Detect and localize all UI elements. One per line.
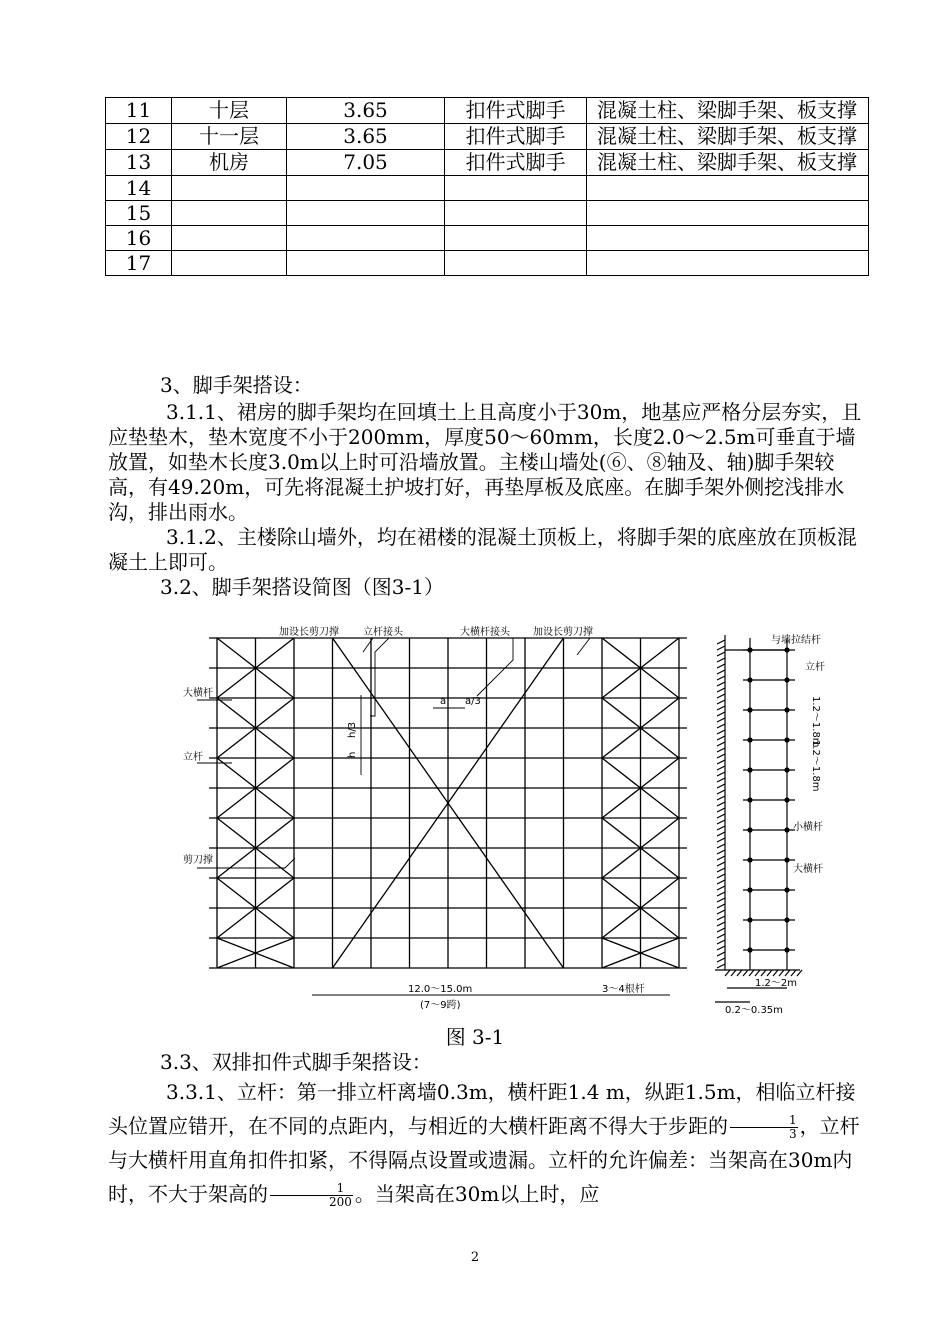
wall-hatch [717, 640, 725, 644]
wall-hatch [717, 862, 725, 866]
ground-hatch [785, 970, 790, 976]
table-cell-type [445, 251, 587, 276]
wall-hatch [717, 826, 725, 830]
coupler-dot [748, 858, 752, 862]
wall-hatch [717, 664, 725, 668]
floor-table [105, 97, 869, 276]
coupler-dot [785, 828, 789, 832]
wall-hatch [717, 952, 725, 956]
wall-hatch [717, 766, 725, 770]
dim-span: 12.0～15.0m [408, 984, 473, 995]
coupler-dot [748, 918, 752, 922]
wall-hatch [717, 946, 725, 950]
section-3-2: 3.2、脚手架搭设简图（图3-1） [160, 575, 445, 599]
label-ligan: 立杆 [183, 752, 203, 763]
coupler-dot [785, 678, 789, 682]
table-cell-height: 3.65 [287, 124, 445, 150]
wall-hatch [717, 850, 725, 854]
wall-hatch [717, 868, 725, 872]
fraction-one-two-hundredth [270, 1182, 353, 1209]
ground-hatch [731, 970, 736, 976]
ground-hatch [755, 970, 760, 976]
wall-hatch [717, 886, 725, 890]
wall-hatch [717, 712, 725, 716]
coupler-dot [748, 828, 752, 832]
wall-hatch [717, 670, 725, 674]
label-jiashe-2: 加设长剪刀撑 [533, 627, 593, 638]
wall-hatch [717, 934, 725, 938]
table-cell-height [287, 201, 445, 226]
table-cell-no: 14 [106, 176, 172, 201]
wall-hatch [717, 808, 725, 812]
table-cell-no: 11 [106, 98, 172, 124]
wall-hatch [717, 736, 725, 740]
section-3-1-1: 3.1.1、裙房的脚手架均在回填土上且高度小于30m，地基应严格分层夯实，且应垫垫木，垫木宽度不小于200mm，厚度50～60mm，长度2.0～2.5m可垂直于墙放置，如垫木长度3.0m以上时可沿墙放置。主楼山墙处(⑥、⑧轴及、轴)脚手架较高，有49.20m，可先将混凝土护坡打好，再垫厚板及底座。在脚手架外侧挖浅排水沟，排出雨水。 [108, 400, 862, 524]
table-cell-height [287, 176, 445, 201]
wall-hatch [717, 772, 725, 776]
table-cell-no: 13 [106, 150, 172, 176]
scaffold-section-diagram [705, 630, 825, 1020]
wall-hatch [717, 742, 725, 746]
table-cell-floor [172, 176, 287, 201]
figure-caption: 图 3-1 [445, 1025, 505, 1049]
table-cell-type: 扣件式脚手 [445, 150, 587, 176]
table-cell-use [587, 251, 869, 276]
wall-hatch [717, 790, 725, 794]
table-row [106, 201, 869, 226]
wall-hatch [717, 682, 725, 686]
wall-hatch [717, 754, 725, 758]
ground-hatch [737, 970, 742, 976]
label-jiandaocheng: 剪刀撑 [183, 855, 213, 866]
table-cell-floor: 十一层 [172, 124, 287, 150]
table-cell-type: 扣件式脚手 [445, 98, 587, 124]
table-cell-use: 混凝土柱、梁脚手架、板支撑 [587, 150, 869, 176]
table-cell-floor: 十层 [172, 98, 287, 124]
wall-hatch [717, 916, 725, 920]
coupler-dot [748, 798, 752, 802]
label-h3: h/3 [347, 721, 358, 738]
sec331-part-c: 。当架高在30m以上时，应 [354, 1182, 600, 1206]
coupler-dot [785, 708, 789, 712]
side-step-2: 1.2～1.8m [810, 740, 821, 792]
side-dim-2: 0.2～0.35m [725, 1005, 783, 1016]
wall-hatch [717, 730, 725, 734]
label-h: h [347, 751, 358, 758]
section-3-1-2: 3.1.2、主楼除山墙外，均在裙楼的混凝土顶板上，将脚手架的底座放在顶板混凝土上即可。 [108, 525, 857, 574]
wall-hatch [717, 658, 725, 662]
side-ligan-label: 立杆 [805, 662, 825, 673]
table-cell-no: 17 [106, 251, 172, 276]
wall-hatch [717, 748, 725, 752]
table-cell-no: 12 [106, 124, 172, 150]
ground-hatch [779, 970, 784, 976]
ground-hatch [749, 970, 754, 976]
wall-hatch [717, 964, 725, 968]
coupler-dot [748, 708, 752, 712]
table-cell-use: 混凝土柱、梁脚手架、板支撑 [587, 98, 869, 124]
ground-hatch [797, 970, 802, 976]
wall-hatch [717, 892, 725, 896]
table-cell-height [287, 251, 445, 276]
frac2-num: 1 [270, 1182, 353, 1196]
section-3-3: 3.3、双排扣件式脚手架搭设： [160, 1050, 432, 1074]
label-a3: a/3 [465, 696, 481, 707]
scaffold-elevation-diagram [183, 627, 695, 1020]
section-3-3-1 [108, 1075, 868, 1211]
label-dahenggan: 大横杆 [183, 688, 213, 699]
table-cell-height [287, 226, 445, 251]
coupler-dot [785, 738, 789, 742]
ground-hatch [773, 970, 778, 976]
wall-hatch [717, 880, 725, 884]
table-cell-floor [172, 226, 287, 251]
label-dahenggan-jietou: 大横杆接头 [460, 627, 510, 638]
wall-hatch [717, 898, 725, 902]
table-cell-height: 3.65 [287, 98, 445, 124]
table-row [106, 124, 869, 150]
wall-hatch [717, 796, 725, 800]
wall-hatch [717, 844, 725, 848]
table-cell-use [587, 201, 869, 226]
label-jiashe-1: 加设长剪刀撑 [279, 627, 339, 638]
table-row [106, 150, 869, 176]
dim-span-sub: (7～9跨) [420, 1000, 461, 1011]
section-3-title: 3、脚手架搭设： [160, 373, 313, 397]
table-row [106, 251, 869, 276]
coupler-dot [748, 738, 752, 742]
table-cell-use [587, 176, 869, 201]
wall-hatch [717, 718, 725, 722]
label-a: a [440, 696, 447, 707]
wall-hatch [717, 832, 725, 836]
wall-hatch [717, 700, 725, 704]
wall-hatch [717, 802, 725, 806]
wall-hatch [717, 904, 725, 908]
coupler-dot [748, 678, 752, 682]
table-cell-type: 扣件式脚手 [445, 124, 587, 150]
ground-hatch [767, 970, 772, 976]
wall-hatch [717, 778, 725, 782]
table-row [106, 98, 869, 124]
ground-hatch [791, 970, 796, 976]
table-cell-height: 7.05 [287, 150, 445, 176]
table-cell-type [445, 226, 587, 251]
coupler-dot [748, 948, 752, 952]
wall-hatch [717, 652, 725, 656]
side-dim-1: 1.2～2m [755, 978, 798, 989]
coupler-dot [785, 948, 789, 952]
wall-hatch [717, 922, 725, 926]
side-dahenggan-label: 大横杆 [793, 864, 823, 875]
wall-hatch [717, 958, 725, 962]
wall-hatch [717, 706, 725, 710]
sec331-part-b: ，立杆与大横杆用直角扣件扣紧，不得隔点设置或遗漏。立杆的允许偏差：当架高在30m内时，不大于架高的 [108, 1114, 860, 1206]
wall-hatch [717, 874, 725, 878]
wall-hatch [717, 760, 725, 764]
table-cell-floor [172, 201, 287, 226]
wall-hatch [717, 688, 725, 692]
frac1-den: 3 [789, 1127, 797, 1141]
wall-hatch [717, 694, 725, 698]
coupler-dot [748, 888, 752, 892]
wall-hatch [717, 928, 725, 932]
label-ligan-jietou: 立杆接头 [363, 627, 403, 638]
ground-hatch [743, 970, 748, 976]
sec331-part-a: 3.3.1、立杆：第一排立杆离墙0.3m，横杆距1.4 m，纵距1.5m，相临立杆接头位置应错开，在不同的点距内，与相近的大横杆距离不得大于步距的 [108, 1080, 856, 1138]
page-number: 2 [470, 1250, 480, 1265]
coupler-dot [785, 768, 789, 772]
table-row [106, 226, 869, 251]
frac1-num: 1 [730, 1114, 798, 1128]
table-cell-no: 16 [106, 226, 172, 251]
table-cell-type [445, 201, 587, 226]
coupler-dot [785, 888, 789, 892]
wall-hatch [717, 910, 725, 914]
wall-hatch [717, 820, 725, 824]
wall-hatch [717, 784, 725, 788]
table-cell-use: 混凝土柱、梁脚手架、板支撑 [587, 124, 869, 150]
coupler-dot [785, 798, 789, 802]
fraction-one-third [730, 1114, 798, 1141]
table-cell-type [445, 176, 587, 201]
wall-hatch [717, 724, 725, 728]
coupler-dot [785, 858, 789, 862]
wall-hatch [717, 646, 725, 650]
leader-line [465, 638, 513, 696]
table-cell-floor: 机房 [172, 150, 287, 176]
table-row [106, 176, 869, 201]
wall-hatch [717, 856, 725, 860]
wall-hatch [717, 814, 725, 818]
coupler-dot [785, 918, 789, 922]
wall-hatch [717, 838, 725, 842]
side-xiaohenggan-label: 小横杆 [793, 822, 823, 833]
ground-hatch [725, 970, 730, 976]
side-step-1: 1.2～1.8m [810, 696, 821, 748]
wall-hatch [717, 940, 725, 944]
coupler-dot [748, 768, 752, 772]
wall-hatch [717, 676, 725, 680]
table-cell-floor [172, 251, 287, 276]
table-cell-use [587, 226, 869, 251]
ground-hatch [761, 970, 766, 976]
table-cell-no: 15 [106, 201, 172, 226]
side-tie-label: 与墙拉结杆 [771, 635, 821, 646]
dim-poles: 3～4根杆 [602, 984, 645, 995]
frac2-den: 200 [329, 1195, 352, 1209]
